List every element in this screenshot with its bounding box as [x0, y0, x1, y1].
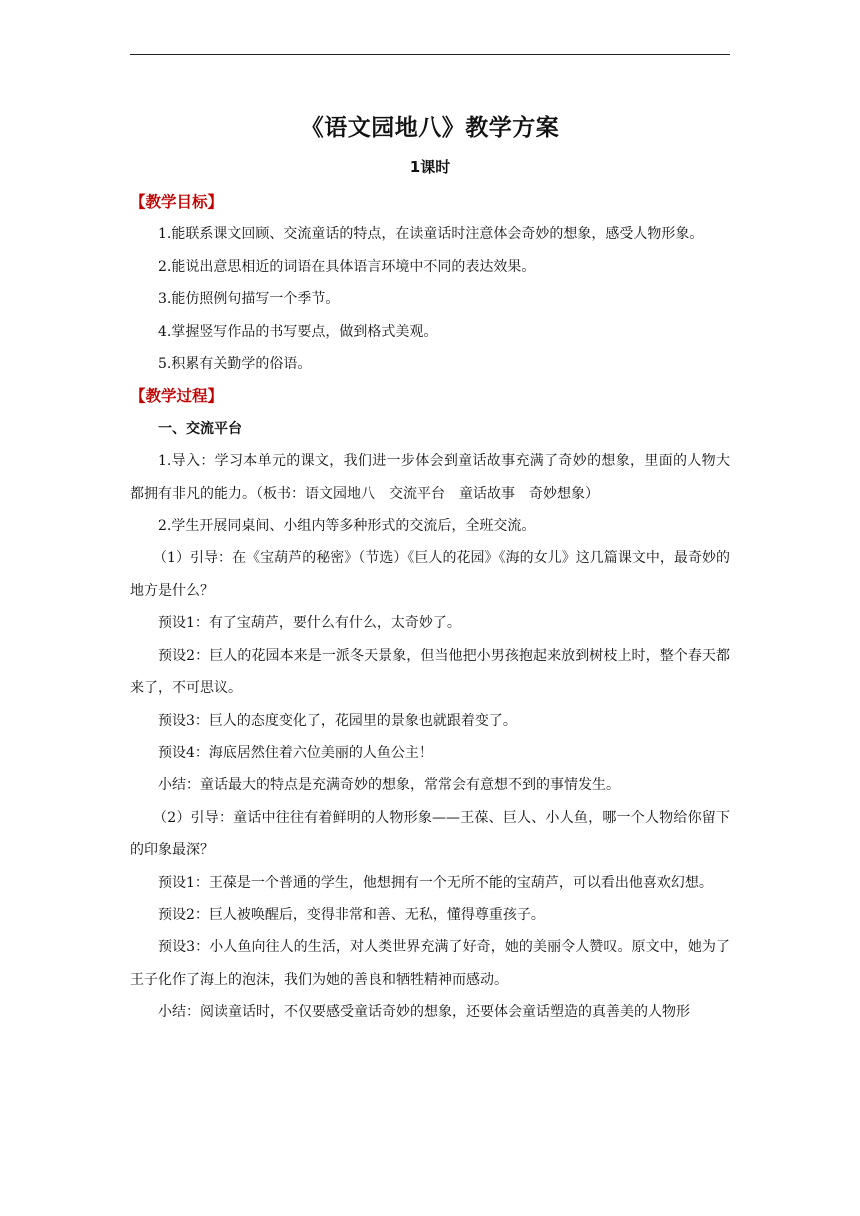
objective-item: 3.能仿照例句描写一个季节。	[158, 291, 340, 308]
process-part-title: 一、交流平台	[158, 420, 242, 437]
process-paragraph: 预设1：有了宝葫芦，要什么有什么，太奇妙了。	[158, 615, 461, 632]
process-paragraph: 预设1：王葆是一个普通的学生，他想拥有一个无所不能的宝葫芦，可以看出他喜欢幻想。	[158, 874, 713, 891]
process-paragraph: 预设3：小人鱼向往人的生活，对人类世界充满了好奇，她的美丽令人赞叹。原文中，她为了王子化作了海上的泡沫，我们为她的善良和牺牲精神而感动。	[130, 939, 730, 988]
process-paragraph: 预设2：巨人被唤醒后，变得非常和善、无私，懂得尊重孩子。	[158, 906, 545, 923]
process-paragraph: 预设4：海底居然住着六位美丽的人鱼公主！	[158, 744, 433, 761]
objective-item: 4.掌握竖写作品的书写要点，做到格式美观。	[158, 323, 438, 340]
process-paragraph: 小结：童话最大的特点是充满奇妙的想象，常常会有意想不到的事情发生。	[158, 777, 620, 794]
objective-item: 1.能联系课文回顾、交流童话的特点，在读童话时注意体会奇妙的想象，感受人物形象。	[158, 226, 704, 243]
process-paragraph: 预设3：巨人的态度变化了，花园里的景象也就跟着变了。	[158, 712, 517, 729]
objective-item: 2.能说出意思相近的词语在具体语言环境中不同的表达效果。	[158, 258, 536, 275]
process-heading: 【教学过程】	[130, 387, 224, 406]
document-subtitle: 1课时	[409, 158, 451, 176]
process-paragraph: 预设2：巨人的花园本来是一派冬天景象，但当他把小男孩抱起来放到树枝上时，整个春天都来了，不可思议。	[130, 647, 730, 697]
process-paragraph: 小结：阅读童话时，不仅要感受童话奇妙的想象，还要体会童话塑造的真善美的人物形	[158, 1004, 690, 1021]
process-paragraph: 1.导入：学习本单元的课文，我们进一步体会到童话故事充满了奇妙的想象，里面的人物大都拥有非凡的能力。（板书：语文园地八 交流平台 童话故事 奇妙想象）	[130, 453, 730, 502]
process-paragraph: （1）引导：在《宝葫芦的秘密》（节选）《巨人的花园》《海的女儿》这几篇课文中，最奇妙的地方是什么？	[130, 550, 730, 599]
document-title: 《语文园地八》教学方案	[300, 115, 560, 141]
process-paragraph: （2）引导：童话中往往有着鲜明的人物形象——王葆、巨人、小人鱼，哪一个人物给你留下的印象最深？	[130, 809, 730, 859]
objective-item: 5.积累有关勤学的俗语。	[158, 356, 312, 373]
process-paragraph: 2.学生开展同桌间、小组内等多种形式的交流后，全班交流。	[158, 518, 536, 535]
document-body	[130, 186, 730, 1029]
objectives-heading: 【教学目标】	[130, 193, 224, 211]
header-rule	[130, 54, 730, 55]
